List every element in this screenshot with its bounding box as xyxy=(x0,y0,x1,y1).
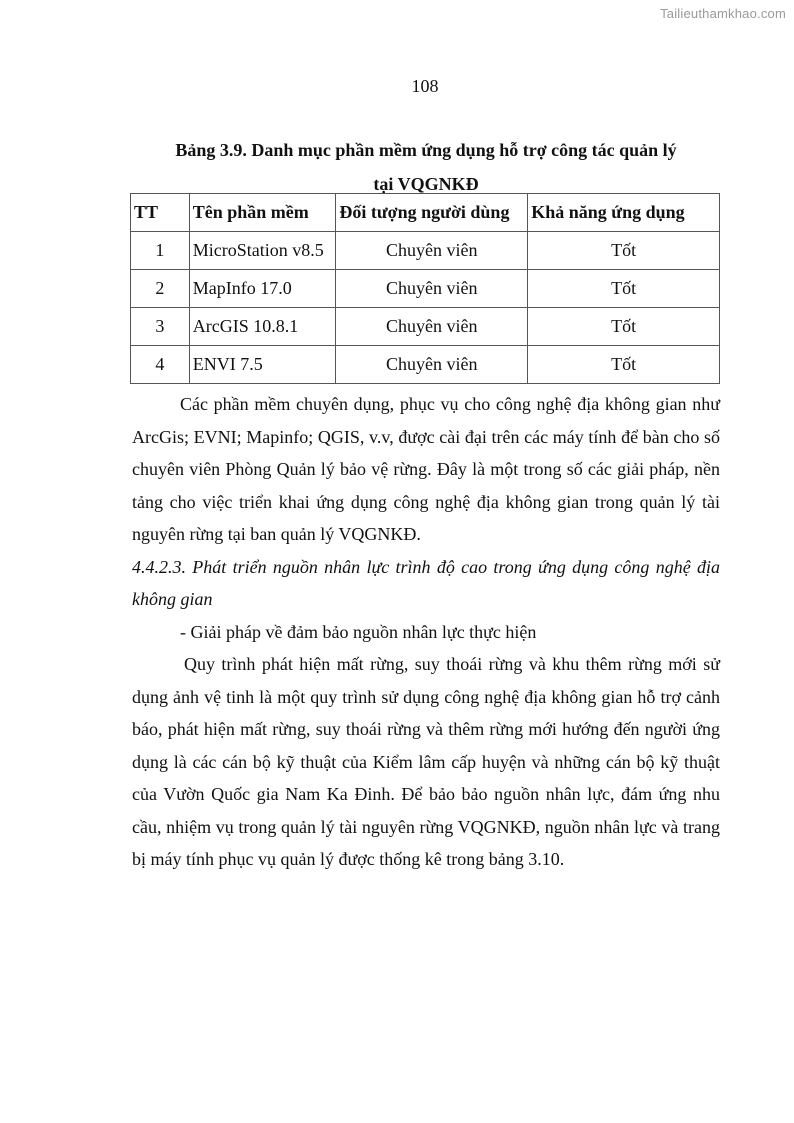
body-text xyxy=(132,388,720,876)
table-caption xyxy=(132,133,720,201)
cell-capability: Tốt xyxy=(528,346,720,384)
header-software-name: Tên phần mềm xyxy=(189,194,336,232)
header-user-type: Đối tượng người dùng xyxy=(336,194,528,232)
caption-line-1: Bảng 3.9. Danh mục phần mềm ứng dụng hỗ trợ công tác quản lý xyxy=(175,140,677,160)
cell-software-name: MapInfo 17.0 xyxy=(189,270,336,308)
cell-user-type: Chuyên viên xyxy=(336,346,528,384)
table-row xyxy=(131,346,720,384)
paragraph-software-usage: Các phần mềm chuyên dụng, phục vụ cho công nghệ địa không gian như ArcGis; EVNI; Mapinfo; QGIS, v.v, được cài đại trên các máy tính để bàn cho số chuyên viên Phòng Quản lý bảo vệ rừng. Đây là một trong số các giải pháp, nền tảng cho việc triển khai ứng dụng công nghệ địa không gian trong quản lý tài nguyên rừng tại ban quản lý VQGNKĐ. xyxy=(132,394,720,544)
section-heading: 4.4.2.3. Phát triển nguồn nhân lực trình độ cao trong ứng dụng công nghệ địa không gian xyxy=(132,556,720,609)
header-capability: Khả năng ứng dụng xyxy=(528,194,720,232)
table-row xyxy=(131,232,720,270)
cell-tt: 1 xyxy=(131,232,190,270)
cell-user-type: Chuyên viên xyxy=(336,308,528,346)
table-header-row xyxy=(131,194,720,232)
cell-capability: Tốt xyxy=(528,308,720,346)
caption-line-2: tại VQGNKĐ xyxy=(373,174,479,194)
cell-tt: 2 xyxy=(131,270,190,308)
cell-tt: 4 xyxy=(131,346,190,384)
cell-tt: 3 xyxy=(131,308,190,346)
paragraph-workflow: Quy trình phát hiện mất rừng, suy thoái rừng và khu thêm rừng mới sử dụng ảnh vệ tinh là một quy trình sử dụng công nghệ địa không gian hỗ trợ cảnh báo, phát hiện mất rừng, suy thoái rừng và thêm rừng mới hướng đến người ứng dụng là các cán bộ kỹ thuật của Kiểm lâm cấp huyện và những cán bộ kỹ thuật của Vườn Quốc gia Nam Ka Đinh. Để bảo bảo nguồn nhân lực, đám ứng nhu cầu, nhiệm vụ trong quản lý tài nguyên rừng VQGNKĐ, nguồn nhân lực và trang bị máy tính phục vụ quản lý được thống kê trong bảng 3.10. xyxy=(132,654,720,869)
cell-user-type: Chuyên viên xyxy=(336,270,528,308)
software-table xyxy=(130,193,720,384)
cell-software-name: ArcGIS 10.8.1 xyxy=(189,308,336,346)
solution-item: - Giải pháp về đảm bảo nguồn nhân lực thực hiện xyxy=(180,621,537,642)
table-row xyxy=(131,270,720,308)
cell-capability: Tốt xyxy=(528,270,720,308)
watermark: Tailieuthamkhao.com xyxy=(660,6,786,21)
page-number: 108 xyxy=(411,76,439,96)
table-row xyxy=(131,308,720,346)
cell-user-type: Chuyên viên xyxy=(336,232,528,270)
cell-capability: Tốt xyxy=(528,232,720,270)
header-tt: TT xyxy=(131,194,190,232)
cell-software-name: MicroStation v8.5 xyxy=(189,232,336,270)
cell-software-name: ENVI 7.5 xyxy=(189,346,336,384)
